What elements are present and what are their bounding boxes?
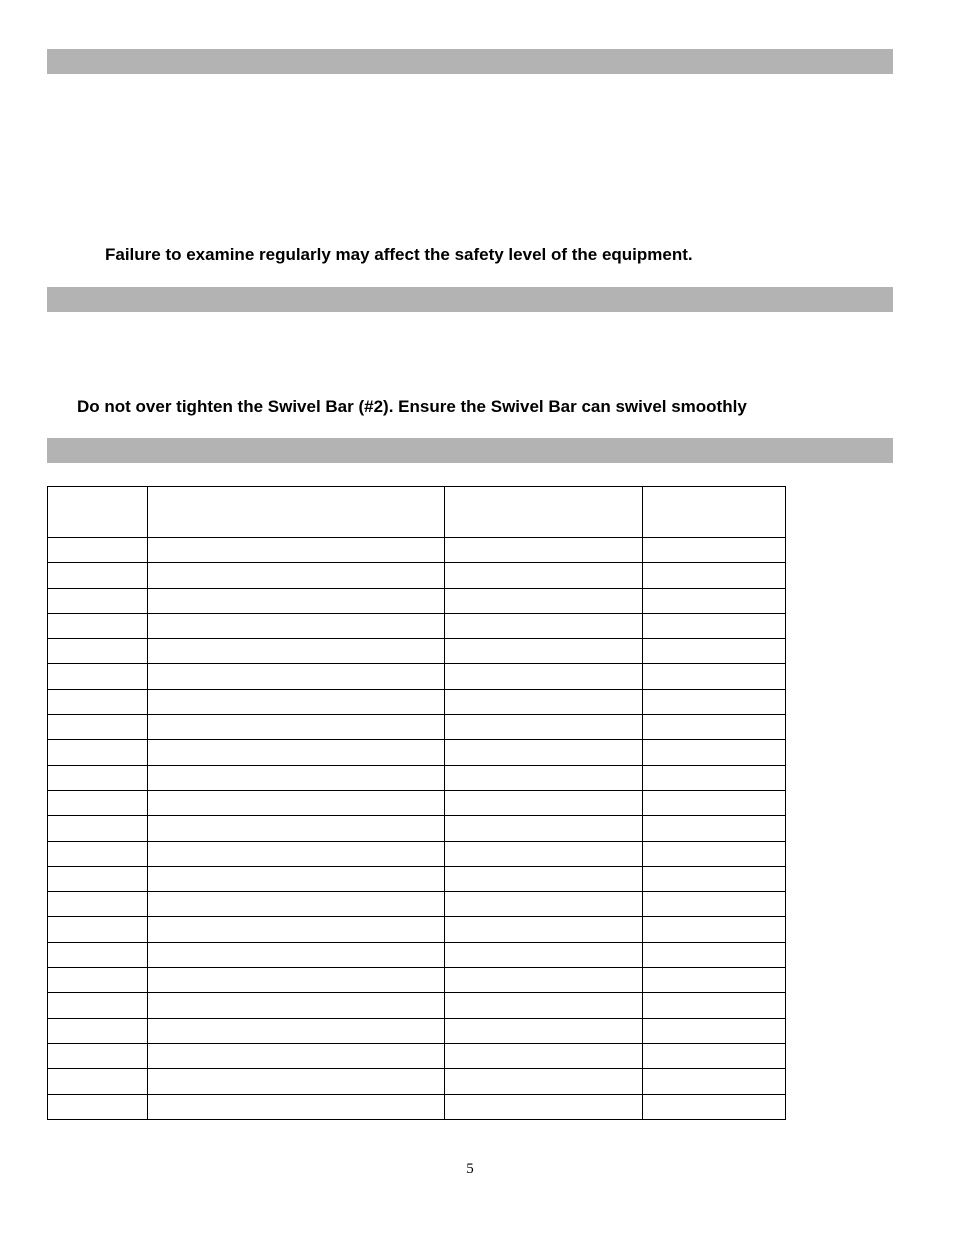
table-cell[interactable] [445, 968, 643, 993]
table-cell[interactable] [445, 563, 643, 588]
table-cell[interactable] [148, 538, 445, 563]
table-cell[interactable] [643, 968, 786, 993]
table-cell[interactable] [643, 1094, 786, 1119]
table-cell[interactable] [445, 866, 643, 891]
header-cell-1 [48, 487, 148, 538]
table-cell[interactable] [643, 765, 786, 790]
table-cell[interactable] [148, 866, 445, 891]
table-cell[interactable] [445, 639, 643, 664]
table-cell[interactable] [148, 993, 445, 1018]
table-cell[interactable] [148, 765, 445, 790]
table-row [48, 816, 786, 841]
table-cell[interactable] [643, 563, 786, 588]
table-row [48, 1069, 786, 1094]
section-header-bar-2 [47, 287, 893, 312]
header-cell-3 [445, 487, 643, 538]
table-cell[interactable] [643, 790, 786, 815]
table-row [48, 993, 786, 1018]
table-cell[interactable] [643, 1069, 786, 1094]
table-cell[interactable] [445, 1018, 643, 1043]
table-cell[interactable] [643, 993, 786, 1018]
table-cell[interactable] [445, 1043, 643, 1068]
table-cell[interactable] [445, 841, 643, 866]
table-row [48, 740, 786, 765]
section-header-bar-1 [47, 49, 893, 74]
table-row [48, 563, 786, 588]
table-cell[interactable] [48, 1018, 148, 1043]
table-cell[interactable] [48, 588, 148, 613]
table-row [48, 639, 786, 664]
table-cell[interactable] [148, 892, 445, 917]
table-cell[interactable] [643, 841, 786, 866]
table-cell[interactable] [48, 993, 148, 1018]
table-body [48, 538, 786, 1120]
table-cell[interactable] [48, 841, 148, 866]
table-cell[interactable] [148, 588, 445, 613]
table-cell[interactable] [148, 942, 445, 967]
table-cell[interactable] [148, 639, 445, 664]
table-cell[interactable] [48, 765, 148, 790]
table-cell[interactable] [48, 790, 148, 815]
table-cell[interactable] [48, 538, 148, 563]
table-cell[interactable] [445, 664, 643, 689]
table-cell[interactable] [48, 917, 148, 942]
table-row [48, 1043, 786, 1068]
table-cell[interactable] [643, 639, 786, 664]
table-cell[interactable] [643, 588, 786, 613]
table-cell[interactable] [643, 866, 786, 891]
header-cell-4 [643, 487, 786, 538]
table-cell[interactable] [148, 968, 445, 993]
table-cell[interactable] [148, 917, 445, 942]
table-cell[interactable] [643, 892, 786, 917]
table-cell[interactable] [445, 765, 643, 790]
inspection-warning: Failure to examine regularly may affect the safety level of the equipment. [105, 245, 693, 264]
table-row [48, 942, 786, 967]
table-row [48, 664, 786, 689]
table-row [48, 866, 786, 891]
table-row [48, 841, 786, 866]
swivel-warning: Do not over tighten the Swivel Bar (#2). Ensure the Swivel Bar can swivel smoothly [77, 397, 747, 416]
table-row [48, 538, 786, 563]
table-cell[interactable] [643, 715, 786, 740]
table-cell[interactable] [48, 563, 148, 588]
table-cell[interactable] [643, 1018, 786, 1043]
table-cell[interactable] [48, 740, 148, 765]
table-cell[interactable] [148, 1018, 445, 1043]
table-cell[interactable] [148, 1069, 445, 1094]
table-cell[interactable] [445, 917, 643, 942]
table-cell[interactable] [445, 715, 643, 740]
table-cell[interactable] [643, 740, 786, 765]
table-cell[interactable] [148, 715, 445, 740]
table-cell[interactable] [445, 689, 643, 714]
table-row [48, 968, 786, 993]
table-cell[interactable] [445, 790, 643, 815]
table-header-row [48, 487, 786, 538]
table-cell[interactable] [643, 613, 786, 638]
table-cell[interactable] [148, 563, 445, 588]
table-cell[interactable] [48, 968, 148, 993]
header-cell-2 [148, 487, 445, 538]
table-row [48, 715, 786, 740]
table-cell[interactable] [148, 689, 445, 714]
table-cell[interactable] [445, 892, 643, 917]
table-cell[interactable] [48, 613, 148, 638]
table-cell[interactable] [148, 664, 445, 689]
table-cell[interactable] [445, 740, 643, 765]
table-cell[interactable] [48, 1043, 148, 1068]
table-cell[interactable] [643, 689, 786, 714]
section-header-bar-3 [47, 438, 893, 463]
table-cell[interactable] [445, 993, 643, 1018]
table-cell[interactable] [48, 1094, 148, 1119]
table-cell[interactable] [445, 588, 643, 613]
table-row [48, 689, 786, 714]
table-cell[interactable] [445, 538, 643, 563]
inspection-log-table [47, 486, 786, 1120]
table-cell[interactable] [48, 866, 148, 891]
table-cell[interactable] [643, 942, 786, 967]
page-number: 5 [466, 1161, 474, 1177]
table-cell[interactable] [643, 1043, 786, 1068]
table-cell[interactable] [48, 689, 148, 714]
table-row [48, 1018, 786, 1043]
table-row [48, 588, 786, 613]
table-row [48, 892, 786, 917]
table-cell[interactable] [445, 1094, 643, 1119]
table-row [48, 765, 786, 790]
table-cell[interactable] [48, 942, 148, 967]
table-row [48, 1094, 786, 1119]
table-cell[interactable] [48, 892, 148, 917]
table-cell[interactable] [643, 816, 786, 841]
table-cell[interactable] [148, 740, 445, 765]
table-cell[interactable] [643, 538, 786, 563]
table-cell[interactable] [48, 639, 148, 664]
table-row [48, 613, 786, 638]
table-cell[interactable] [148, 790, 445, 815]
table-cell[interactable] [148, 1094, 445, 1119]
table-cell[interactable] [148, 816, 445, 841]
table-cell[interactable] [445, 816, 643, 841]
table-cell[interactable] [643, 664, 786, 689]
table-cell[interactable] [48, 816, 148, 841]
table-cell[interactable] [48, 715, 148, 740]
table-cell[interactable] [445, 613, 643, 638]
table-cell[interactable] [445, 942, 643, 967]
table-cell[interactable] [48, 664, 148, 689]
table-cell[interactable] [148, 1043, 445, 1068]
table-cell[interactable] [48, 1069, 148, 1094]
table-cell[interactable] [643, 917, 786, 942]
table-cell[interactable] [148, 841, 445, 866]
table-row [48, 917, 786, 942]
table-cell[interactable] [148, 613, 445, 638]
table-cell[interactable] [445, 1069, 643, 1094]
table-row [48, 790, 786, 815]
